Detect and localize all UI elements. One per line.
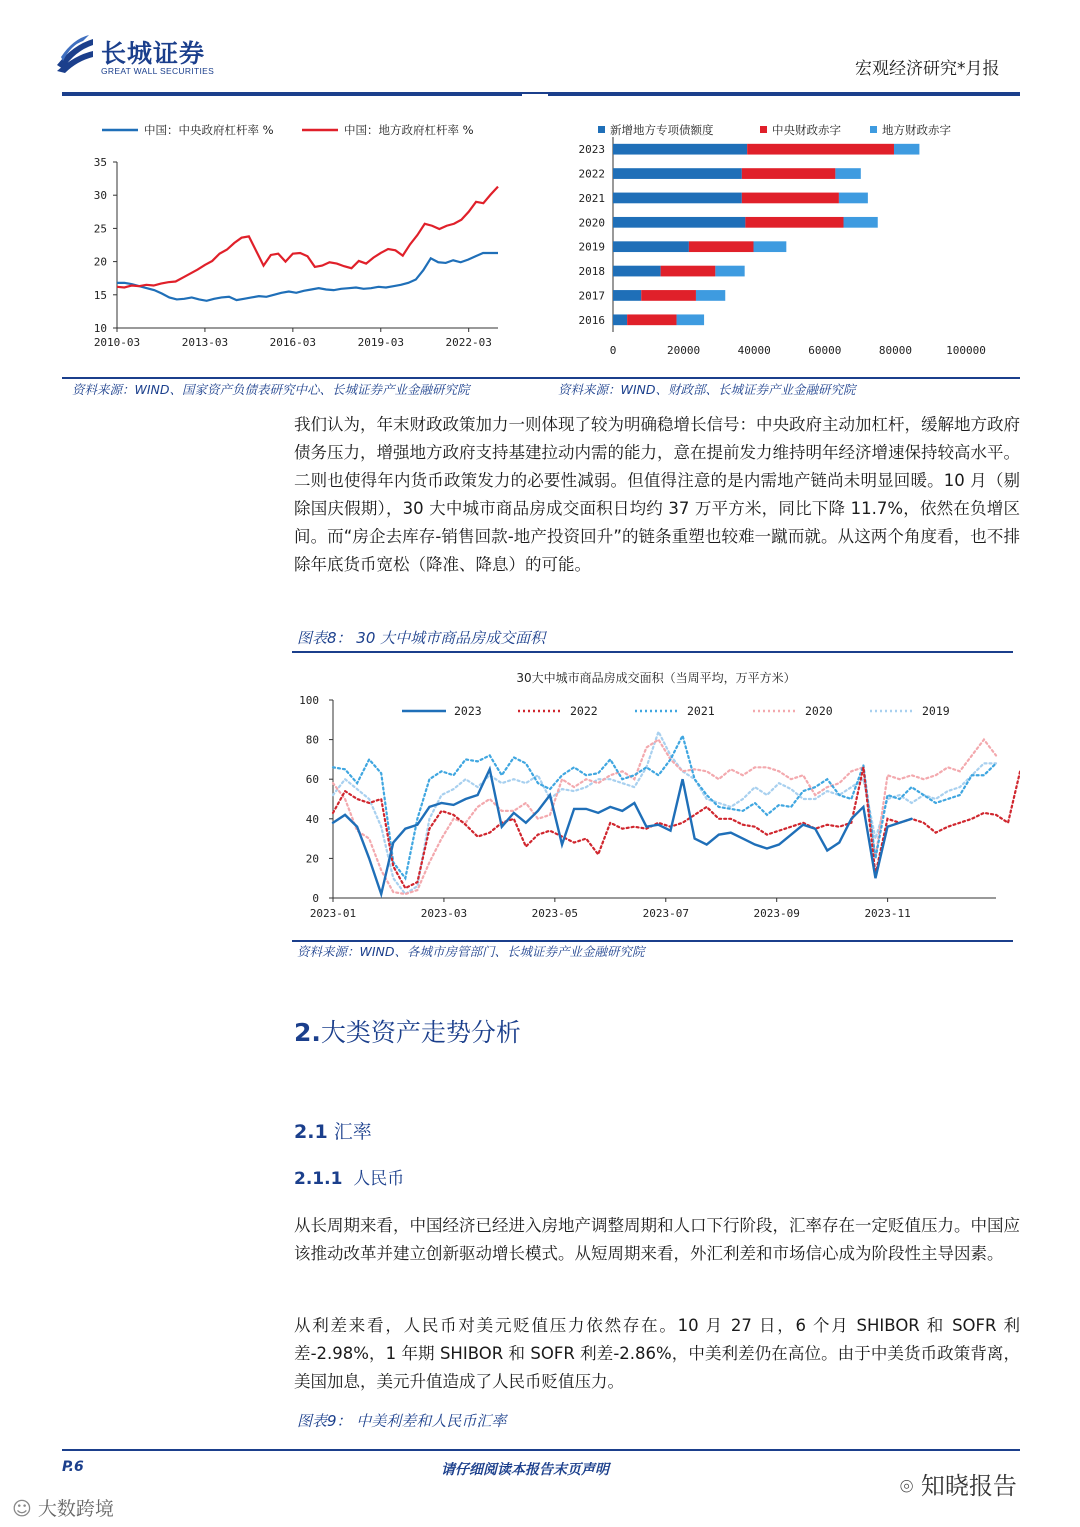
disclaimer-notice: 请仔细阅读本报告末页声明 (441, 1462, 609, 1478)
x-tick-label: 2010-03 (93, 336, 141, 349)
bar-2022-2 (835, 168, 860, 179)
y-tick-label: 20 (93, 255, 107, 269)
x-tick-label: 60000 (808, 344, 842, 357)
x-tick-label: 40000 (737, 344, 771, 357)
legend-label-2: 地方财政赤字 (882, 123, 951, 137)
x-tick-label: 2023-11 (864, 907, 911, 920)
x-tick-label: 80000 (878, 344, 912, 357)
series-line-0 (117, 253, 498, 301)
bar-2017-1 (641, 290, 696, 301)
chart-left-topline (62, 94, 522, 96)
housing-sales-chart (292, 660, 1020, 930)
bar-2023-1 (747, 144, 894, 155)
section-2-1-heading (294, 1117, 372, 1144)
legend-label-1: 中国：地方政府杠杆率 % (344, 123, 474, 137)
series-line-1 (117, 187, 498, 288)
bar-2021-0 (613, 193, 742, 204)
bar-2022-0 (613, 168, 742, 179)
legend-label-2020: 2020 (805, 704, 833, 718)
y-tick-label: 15 (93, 288, 107, 302)
legend-swatch-2 (870, 126, 877, 133)
section-2-1-1-title: 人民币 (353, 1169, 405, 1189)
leverage-chart (62, 105, 522, 365)
logo (55, 35, 95, 73)
category-label: 2016 (578, 313, 605, 327)
y-tick-label: 35 (93, 156, 107, 169)
x-tick-label: 20000 (667, 344, 701, 357)
series-line-2020 (333, 740, 996, 894)
paragraph-fiscal: 我们认为，年末财政政策加力一则体现了较为明确稳增长信号：中央政府主动加杠杆，缓解地方政府债务压力，增强地方政府支持基建拉动内需的能力，意在提前发力维持明年经济增速保持较高水平。二则也使得年内货币政策发力的必要性减弱。但值得注意的是内需地产链尚未明显回暖。10 月（剔除国庆假期），30 大中城市商品房成交面积日均约 37 万平方米，同比下降 11.7%，依然在负增区间。而“房企去库存-销售回款-地产投资回升”的链条重塑也较难一蹴而就。从这两个角度看，也不排除年底货币宽松（降准、降息）的可能。 (294, 415, 1020, 574)
logo-english: GREAT WALL SECURITIES (101, 66, 215, 76)
y-tick-label: 10 (93, 322, 107, 335)
bar-2022-1 (742, 168, 836, 179)
legend-label-2021: 2021 (687, 704, 715, 718)
legend-swatch-1 (760, 126, 767, 133)
section-2-1-title: 汇率 (333, 1121, 372, 1143)
bar-2018-0 (613, 266, 661, 277)
bar-2017-2 (696, 290, 725, 301)
y-tick-label: 30 (93, 189, 107, 203)
x-tick-label: 2016-03 (269, 336, 317, 349)
paragraph-rate-spread: 从利差来看，人民币对美元贬值压力依然存在。10 月 27 日，6 个月 SHIBOR 和 SOFR 利差-2.98%，1 年期 SHIBOR 和 SOFR 利差-2.86%，中美利差仍在高位。由于中美货币政策背离，美国加息，美元升值造成了人民币贬值压力。 (294, 1316, 1020, 1391)
legend-label-2023: 2023 (454, 704, 482, 718)
figure8-label: 图表8： 30 大中城市商品房成交面积 (297, 629, 546, 647)
x-tick-label: 2023-09 (753, 907, 800, 920)
chart-left-source: 资料来源：WIND、国家资产负债表研究中心、长城证券产业金融研究院 (72, 382, 470, 397)
y-tick-label: 80 (305, 733, 319, 747)
page-number: P.6 (62, 1459, 84, 1475)
x-tick-label: 2022-03 (445, 336, 492, 349)
y-tick-label: 40 (305, 812, 319, 826)
y-tick-label: 100 (299, 694, 319, 707)
bar-2019-2 (753, 241, 786, 252)
bar-2016-1 (627, 314, 676, 325)
category-label: 2020 (578, 216, 605, 230)
x-tick-label: 2023-03 (420, 907, 468, 920)
bar-2016-0 (613, 314, 627, 325)
series-line-2022 (333, 767, 1020, 888)
category-label: 2017 (578, 289, 605, 303)
watermark-right (900, 1466, 1017, 1501)
y-tick-label: 60 (305, 773, 319, 787)
bar-2018-2 (715, 266, 744, 277)
x-tick-label: 2023-01 (309, 907, 357, 920)
section-2-title: 大类资产走势分析 (320, 1018, 521, 1047)
category-label: 2021 (578, 191, 605, 205)
bar-2023-2 (894, 144, 919, 155)
legend-label-0: 新增地方专项债额度 (610, 123, 714, 137)
x-tick-label: 0 (609, 344, 617, 357)
bar-2020-0 (613, 217, 745, 228)
section-2-number: 2. (294, 1018, 321, 1047)
sources-topline (62, 377, 1020, 379)
y-tick-label: 20 (305, 852, 319, 866)
deficit-bar-chart (548, 105, 1020, 365)
bar-2019-1 (689, 241, 754, 252)
section-2-1-1-number: 2.1.1 (294, 1169, 343, 1189)
watermark-left (12, 1494, 114, 1521)
legend-label-2022: 2022 (570, 704, 598, 718)
legend-label-0: 中国：中央政府杠杆率 % (144, 123, 274, 137)
bar-2023-0 (613, 144, 747, 155)
housing-chart-title: 30大中城市商品房成交面积（当周平均，万平方米） (516, 671, 796, 685)
paragraph-long-cycle: 从长周期来看，中国经济已经进入房地产调整周期和人口下行阶段，汇率存在一定贬值压力。中国应该推动改革并建立创新驱动增长模式。从短周期来看，外汇利差和市场信心成为阶段性主导因素。 (294, 1216, 1020, 1263)
category-label: 2023 (578, 143, 605, 157)
bar-2016-2 (677, 314, 705, 325)
wechat-icon: ⌾ (900, 1475, 914, 1500)
bar-2019-0 (613, 241, 689, 252)
figure8-source: 资料来源：WIND、各城市房管部门、长城证券产业金融研究院 (297, 944, 645, 959)
watermark-left-text: 大数跨境 (37, 1498, 114, 1520)
report-type: 宏观经济研究*月报 (855, 59, 1000, 79)
bar-2020-1 (745, 217, 843, 228)
section-2-heading (294, 1013, 521, 1049)
bar-2020-2 (844, 217, 878, 228)
category-label: 2022 (578, 167, 605, 181)
category-label: 2019 (578, 240, 605, 254)
chart-right-source: 资料来源：WIND、财政部、长城证券产业金融研究院 (558, 382, 856, 397)
category-label: 2018 (578, 265, 605, 279)
y-tick-label: 25 (93, 222, 107, 236)
bar-2021-1 (742, 193, 839, 204)
figure9-label: 图表9： 中美利差和人民币汇率 (297, 1412, 507, 1430)
legend-label-1: 中央财政赤字 (772, 123, 841, 137)
x-tick-label: 100000 (946, 344, 986, 357)
x-tick-label: 2023-07 (642, 907, 689, 920)
section-2-1-number: 2.1 (294, 1121, 328, 1143)
x-tick-label: 2013-03 (181, 336, 229, 349)
section-2-1-1-heading (294, 1164, 404, 1189)
x-tick-label: 2019-03 (357, 336, 404, 349)
figure8-rule (292, 651, 1013, 653)
logo-mark-icon (55, 35, 95, 73)
series-line-2019 (333, 732, 996, 894)
logo-name: 长城证券 (101, 39, 206, 68)
x-tick-label: 2023-05 (531, 907, 579, 920)
chart-right-topline (548, 94, 1020, 96)
bar-2018-1 (661, 266, 716, 277)
legend-swatch-0 (598, 126, 605, 133)
weibo-icon: ☺ (12, 1498, 32, 1520)
bar-2021-2 (839, 193, 868, 204)
watermark-right-text: 知晓报告 (920, 1472, 1017, 1500)
legend-label-2019: 2019 (922, 704, 950, 718)
y-tick-label: 0 (312, 892, 319, 905)
bar-2017-0 (613, 290, 641, 301)
footer-rule (62, 1449, 1020, 1451)
